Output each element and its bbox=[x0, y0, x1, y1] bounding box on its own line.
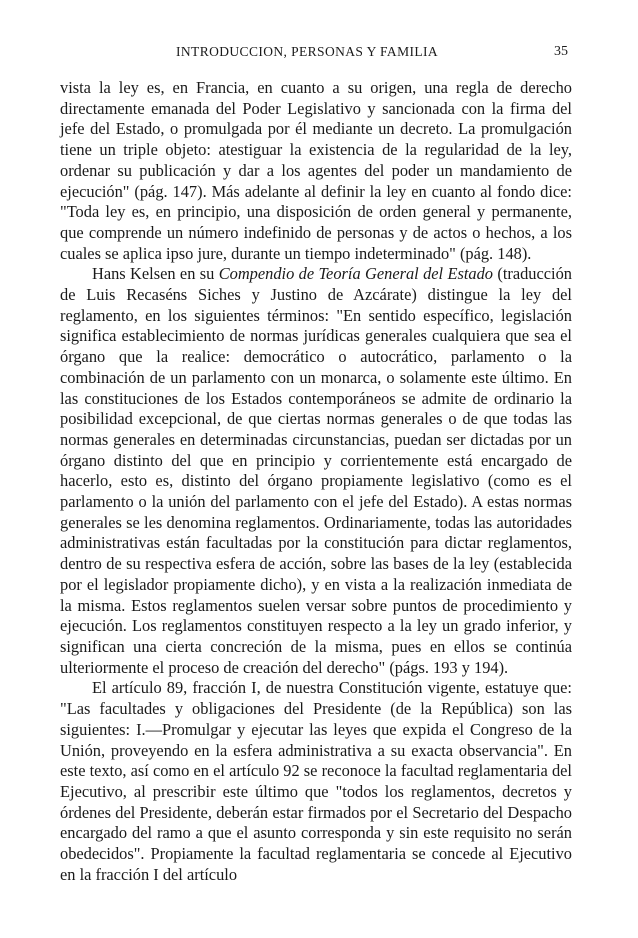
running-head bbox=[112, 44, 568, 66]
book-title: Compendio de Teoría General del Estado bbox=[218, 264, 493, 284]
paragraph-2-rest: (traducción de Luis Recaséns Siches y Justino de Azcárate) distingue la ley del reglamento, en los siguientes términos: "En sentido específico, legislación significa establecimiento de normas jurídicas generales cualquiera que sea el órgano que la realice: democrático o autocrático, parlamento o la combinación de un parlamento con un monarca, o solamente este último. En las constituciones de los Estados contemporáneos se admite de ordinario la posibilidad excepcional, de que ciertas normas generales o de que todas las normas generales en determinadas circunstancias, puedan ser dictadas por un órgano distinto del que en principio y corrientemente está encargado de hacerlo, esto es, distinto del órgano propiamente legislativo (como es el parlamento o la unión del parlamento con el jefe del Estado). A estas normas generales se les denomina reglamentos. Ordinariamente, todas las autoridades administrativas están facultadas por la constitución para dictar reglamentos, dentro de su respectiva esfera de acción, sobre las bases de la ley (establecida por el legislador propiamente dicho), y en vista a la realización inmediata de la misma. Estos reglamentos suelen versar sobre puntos de procedimiento y ejecución. Los reglamentos constituyen respecto a la ley un grado inferior, y significan una cierta concreción de la misma, pues en ellos se continúa ulteriormente el proceso de creación del derecho" (págs. 193 y 194). bbox=[60, 264, 572, 677]
paragraph-2 bbox=[60, 264, 572, 678]
paragraph-2-lead: Hans Kelsen en su bbox=[92, 264, 219, 284]
page-number: 35 bbox=[554, 44, 568, 59]
running-head-title: INTRODUCCION, PERSONAS Y FAMILIA bbox=[176, 44, 439, 59]
paragraph-3: El artículo 89, fracción I, de nuestra Constitución vigente, estatuye que: "Las facultades y obligaciones del Presidente (de la República) son las siguientes: I.—Promulgar y ejecutar las leyes que expida el Congreso de la Unión, proveyendo en la esfera administrativa a su exacta observancia". En este texto, así como en el artículo 92 se reconoce la facultad reglamentaria del Ejecutivo, al prescribir este último que "todos los reglamentos, decretos y órdenes del Presidente, deberán estar firmados por el Secretario del Despacho encargado del ramo a que el asunto corresponda y sin este requisito no serán obedecidos". Propiamente la facultad reglamentaria se concede al Ejecutivo en la fracción I del artículo bbox=[60, 678, 572, 884]
body-text bbox=[60, 78, 572, 885]
paragraph-1: vista la ley es, en Francia, en cuanto a su origen, una regla de derecho directamente emanada del Poder Legislativo y sancionada con la firma del jefe del Estado, o promulgada por él mediante un decreto. La promulgación tiene un triple objeto: atestiguar la existencia de la regularidad de la ley, ordenar su publicación y dar a los agentes del poder un mandamiento de ejecución" (pág. 147). Más adelante al definir la ley en cuanto al fondo dice: "Toda ley es, en principio, una disposición de orden general y permanente, que comprende un número indefinido de personas y de actos o hechos, a los cuales se aplica ipso jure, durante un tiempo indeterminado" (pág. 148). bbox=[60, 78, 572, 263]
